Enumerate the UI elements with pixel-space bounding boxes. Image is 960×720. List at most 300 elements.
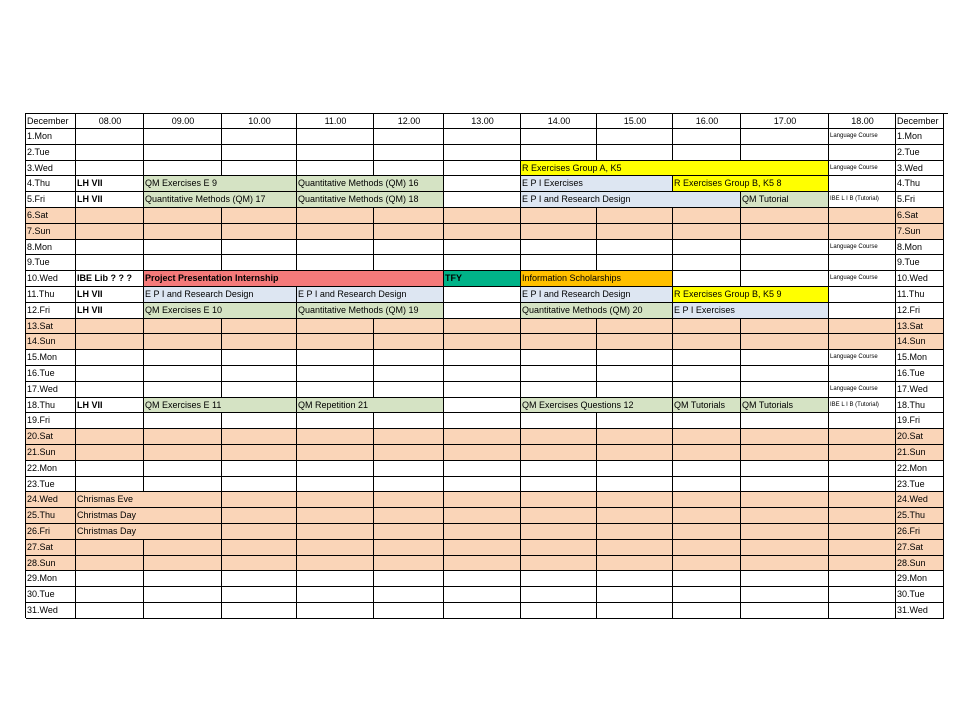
grid-cell xyxy=(597,556,673,572)
grid-cell xyxy=(521,366,597,382)
grid-cell xyxy=(673,429,741,445)
day-label-right: 20.Sat xyxy=(896,429,944,445)
grid-cell xyxy=(741,587,829,603)
grid-cell xyxy=(521,350,597,366)
grid-cell xyxy=(374,224,444,240)
grid-cell xyxy=(144,571,222,587)
event-block: E P I and Research Design xyxy=(520,191,741,208)
day-label-right: 29.Mon xyxy=(896,571,944,587)
grid-cell xyxy=(144,319,222,335)
event-block: Language Course xyxy=(828,349,896,366)
grid-cell xyxy=(144,255,222,271)
grid-cell xyxy=(444,240,521,256)
grid-cell xyxy=(222,145,297,161)
grid-cell xyxy=(444,571,521,587)
day-label-left: 19.Fri xyxy=(26,413,76,429)
grid-cell xyxy=(374,129,444,145)
grid-cell xyxy=(374,461,444,477)
grid-cell xyxy=(597,224,673,240)
day-label-left: 27.Sat xyxy=(26,540,76,556)
grid-cell xyxy=(597,413,673,429)
day-label-left: 8.Mon xyxy=(26,240,76,256)
grid-cell xyxy=(297,382,374,398)
grid-cell xyxy=(741,271,829,287)
grid-cell xyxy=(374,429,444,445)
day-label-left: 13.Sat xyxy=(26,319,76,335)
day-label-left: 9.Tue xyxy=(26,255,76,271)
grid-cell xyxy=(673,413,741,429)
grid-cell xyxy=(444,303,521,319)
day-label-left: 2.Tue xyxy=(26,145,76,161)
grid-cell xyxy=(144,224,222,240)
event-block: Christmas Day xyxy=(75,507,222,524)
grid-cell xyxy=(76,587,144,603)
grid-cell xyxy=(76,571,144,587)
grid-cell xyxy=(76,461,144,477)
day-label-left: 29.Mon xyxy=(26,571,76,587)
grid-cell xyxy=(673,461,741,477)
grid-cell xyxy=(374,255,444,271)
grid-cell xyxy=(374,540,444,556)
grid-cell xyxy=(741,556,829,572)
grid-cell xyxy=(222,524,297,540)
grid-cell xyxy=(597,603,673,619)
grid-cell xyxy=(297,587,374,603)
grid-cell xyxy=(444,603,521,619)
header-time-13-00: 13.00 xyxy=(444,114,521,129)
grid-cell xyxy=(222,445,297,461)
grid-cell xyxy=(374,413,444,429)
calendar-sheet xyxy=(25,113,948,618)
grid-cell xyxy=(144,445,222,461)
grid-cell xyxy=(76,382,144,398)
grid-cell xyxy=(829,556,896,572)
event-block: Quantitative Methods (QM) 18 xyxy=(296,191,444,208)
day-label-left: 5.Fri xyxy=(26,192,76,208)
grid-cell xyxy=(144,366,222,382)
grid-cell xyxy=(521,603,597,619)
grid-cell xyxy=(297,413,374,429)
grid-cell xyxy=(741,350,829,366)
grid-cell xyxy=(297,224,374,240)
header-left-label: December xyxy=(26,114,76,129)
grid-cell xyxy=(297,524,374,540)
grid-cell xyxy=(444,477,521,493)
day-label-left: 25.Thu xyxy=(26,508,76,524)
grid-cell xyxy=(673,571,741,587)
grid-cell xyxy=(597,319,673,335)
grid-cell xyxy=(597,366,673,382)
grid-cell xyxy=(222,603,297,619)
grid-cell xyxy=(374,477,444,493)
grid-cell xyxy=(444,587,521,603)
grid-cell xyxy=(222,492,297,508)
grid-cell xyxy=(829,366,896,382)
event-block: E P I Exercises xyxy=(672,302,829,319)
grid-cell xyxy=(374,145,444,161)
grid-cell xyxy=(297,492,374,508)
event-block: LH VII xyxy=(75,286,144,303)
event-block: Language Course xyxy=(828,239,896,256)
header-time-15-00: 15.00 xyxy=(597,114,673,129)
grid-cell xyxy=(741,145,829,161)
grid-cell xyxy=(521,492,597,508)
grid-cell xyxy=(597,508,673,524)
day-label-right: 25.Thu xyxy=(896,508,944,524)
event-block: IBE L I B (Tutorial) xyxy=(828,191,896,208)
grid-cell xyxy=(673,319,741,335)
day-label-left: 12.Fri xyxy=(26,303,76,319)
grid-cell xyxy=(144,240,222,256)
grid-cell xyxy=(222,413,297,429)
day-label-left: 3.Wed xyxy=(26,161,76,177)
header-time-08-00: 08.00 xyxy=(76,114,144,129)
grid-cell xyxy=(144,429,222,445)
grid-cell xyxy=(673,271,741,287)
grid-cell xyxy=(673,366,741,382)
day-label-right: 18.Thu xyxy=(896,398,944,414)
grid-cell xyxy=(521,240,597,256)
day-label-left: 18.Thu xyxy=(26,398,76,414)
event-block: E P I and Research Design xyxy=(520,286,673,303)
grid-cell xyxy=(76,224,144,240)
day-label-right: 5.Fri xyxy=(896,192,944,208)
grid-cell xyxy=(597,429,673,445)
grid-cell xyxy=(297,603,374,619)
event-block: R Exercises Group B, K5 9 xyxy=(672,286,829,303)
grid-cell xyxy=(297,556,374,572)
grid-cell xyxy=(297,334,374,350)
day-label-right: 26.Fri xyxy=(896,524,944,540)
grid-cell xyxy=(222,477,297,493)
header-time-09-00: 09.00 xyxy=(144,114,222,129)
grid-cell xyxy=(597,477,673,493)
event-block: Christmas Day xyxy=(75,523,222,540)
grid-cell xyxy=(297,429,374,445)
grid-cell xyxy=(374,524,444,540)
grid-cell xyxy=(297,445,374,461)
day-label-left: 1.Mon xyxy=(26,129,76,145)
grid-cell xyxy=(297,208,374,224)
day-label-left: 6.Sat xyxy=(26,208,76,224)
day-label-right: 7.Sun xyxy=(896,224,944,240)
grid-cell xyxy=(444,192,521,208)
grid-cell xyxy=(222,366,297,382)
grid-cell xyxy=(829,524,896,540)
grid-cell xyxy=(597,587,673,603)
grid-cell xyxy=(144,129,222,145)
day-label-left: 11.Thu xyxy=(26,287,76,303)
grid-cell xyxy=(76,603,144,619)
grid-cell xyxy=(374,492,444,508)
grid-cell xyxy=(444,429,521,445)
grid-cell xyxy=(222,350,297,366)
grid-cell xyxy=(521,445,597,461)
grid-cell xyxy=(521,524,597,540)
header-time-10-00: 10.00 xyxy=(222,114,297,129)
grid-cell xyxy=(673,255,741,271)
grid-cell xyxy=(444,556,521,572)
grid-cell xyxy=(829,287,896,303)
event-block: R Exercises Group A, K5 xyxy=(520,160,829,177)
grid-cell xyxy=(76,477,144,493)
grid-cell xyxy=(222,240,297,256)
grid-cell xyxy=(829,413,896,429)
grid-cell xyxy=(297,477,374,493)
grid-cell xyxy=(76,145,144,161)
grid-cell xyxy=(829,176,896,192)
grid-cell xyxy=(76,319,144,335)
day-label-left: 31.Wed xyxy=(26,603,76,619)
grid-cell xyxy=(444,255,521,271)
grid-cell xyxy=(521,319,597,335)
grid-cell xyxy=(144,413,222,429)
grid-cell xyxy=(597,334,673,350)
grid-cell xyxy=(597,208,673,224)
grid-cell xyxy=(829,540,896,556)
header-time-12-00: 12.00 xyxy=(374,114,444,129)
grid-cell xyxy=(521,208,597,224)
grid-cell xyxy=(374,445,444,461)
grid-cell xyxy=(374,208,444,224)
grid-cell xyxy=(829,445,896,461)
grid-cell xyxy=(144,556,222,572)
day-label-right: 15.Mon xyxy=(896,350,944,366)
header-time-11-00: 11.00 xyxy=(297,114,374,129)
day-label-left: 28.Sun xyxy=(26,556,76,572)
event-block: Language Course xyxy=(828,381,896,398)
grid-cell xyxy=(673,540,741,556)
header-time-16-00: 16.00 xyxy=(673,114,741,129)
event-block: Quantitative Methods (QM) 16 xyxy=(296,175,444,192)
grid-cell xyxy=(297,350,374,366)
grid-cell xyxy=(673,240,741,256)
day-label-right: 19.Fri xyxy=(896,413,944,429)
event-block: E P I Exercises xyxy=(520,175,673,192)
grid-cell xyxy=(829,303,896,319)
day-label-left: 10.Wed xyxy=(26,271,76,287)
grid-cell xyxy=(673,587,741,603)
grid-cell xyxy=(144,350,222,366)
grid-cell xyxy=(741,571,829,587)
event-block: Chrismas Eve xyxy=(75,491,222,508)
grid-cell xyxy=(829,603,896,619)
grid-cell xyxy=(374,603,444,619)
grid-cell xyxy=(444,508,521,524)
event-block: QM Exercises E 10 xyxy=(143,302,297,319)
day-label-right: 22.Mon xyxy=(896,461,944,477)
grid-cell xyxy=(444,319,521,335)
day-label-right: 2.Tue xyxy=(896,145,944,161)
grid-cell xyxy=(673,208,741,224)
event-block: R Exercises Group B, K5 8 xyxy=(672,175,829,192)
grid-cell xyxy=(444,145,521,161)
day-label-left: 26.Fri xyxy=(26,524,76,540)
grid-cell xyxy=(374,161,444,177)
grid-cell xyxy=(444,161,521,177)
grid-cell xyxy=(521,224,597,240)
grid-cell xyxy=(444,492,521,508)
grid-cell xyxy=(374,350,444,366)
grid-cell xyxy=(374,508,444,524)
grid-cell xyxy=(444,129,521,145)
grid-cell xyxy=(741,240,829,256)
grid-cell xyxy=(222,224,297,240)
grid-cell xyxy=(521,477,597,493)
grid-cell xyxy=(829,224,896,240)
event-block: IBE L I B (Tutorial) xyxy=(828,397,896,414)
grid-cell xyxy=(76,208,144,224)
day-label-right: 4.Thu xyxy=(896,176,944,192)
event-block: QM Exercises E 11 xyxy=(143,397,297,414)
grid-cell xyxy=(76,129,144,145)
grid-cell xyxy=(222,255,297,271)
event-block: E P I and Research Design xyxy=(143,286,297,303)
grid-cell xyxy=(76,366,144,382)
grid-cell xyxy=(144,477,222,493)
grid-cell xyxy=(76,429,144,445)
header-right-label: December xyxy=(896,114,944,129)
grid-cell xyxy=(741,445,829,461)
grid-cell xyxy=(597,571,673,587)
grid-cell xyxy=(829,145,896,161)
grid-cell xyxy=(597,350,673,366)
event-block: Quantitative Methods (QM) 17 xyxy=(143,191,297,208)
event-block: QM Tutorials xyxy=(672,397,741,414)
grid-cell xyxy=(829,477,896,493)
grid-cell xyxy=(76,556,144,572)
grid-cell xyxy=(297,461,374,477)
day-label-right: 16.Tue xyxy=(896,366,944,382)
grid-cell xyxy=(521,429,597,445)
grid-cell xyxy=(222,540,297,556)
grid-cell xyxy=(741,603,829,619)
day-label-right: 13.Sat xyxy=(896,319,944,335)
grid-cell xyxy=(222,334,297,350)
event-block: QM Exercises E 9 xyxy=(143,175,297,192)
grid-cell xyxy=(741,129,829,145)
grid-cell xyxy=(297,145,374,161)
grid-cell xyxy=(444,524,521,540)
grid-cell xyxy=(76,334,144,350)
grid-cell xyxy=(597,445,673,461)
day-label-left: 20.Sat xyxy=(26,429,76,445)
header-time-17-00: 17.00 xyxy=(741,114,829,129)
grid-cell xyxy=(521,540,597,556)
grid-cell xyxy=(597,255,673,271)
grid-cell xyxy=(741,413,829,429)
grid-cell xyxy=(673,477,741,493)
day-label-right: 12.Fri xyxy=(896,303,944,319)
grid-cell xyxy=(444,208,521,224)
grid-cell xyxy=(673,382,741,398)
day-label-right: 14.Sun xyxy=(896,334,944,350)
grid-cell xyxy=(222,429,297,445)
grid-cell xyxy=(597,382,673,398)
event-block: Language Course xyxy=(828,160,896,177)
day-label-left: 7.Sun xyxy=(26,224,76,240)
grid-cell xyxy=(521,461,597,477)
grid-cell xyxy=(144,145,222,161)
header-time-14-00: 14.00 xyxy=(521,114,597,129)
day-label-right: 11.Thu xyxy=(896,287,944,303)
day-label-right: 8.Mon xyxy=(896,240,944,256)
day-label-right: 3.Wed xyxy=(896,161,944,177)
grid-cell xyxy=(144,603,222,619)
grid-cell xyxy=(741,366,829,382)
grid-cell xyxy=(374,571,444,587)
day-label-right: 1.Mon xyxy=(896,129,944,145)
grid-cell xyxy=(444,224,521,240)
grid-cell xyxy=(444,445,521,461)
grid-cell xyxy=(521,129,597,145)
grid-cell xyxy=(76,350,144,366)
grid-cell xyxy=(741,524,829,540)
grid-cell xyxy=(374,382,444,398)
grid-cell xyxy=(741,461,829,477)
day-label-right: 31.Wed xyxy=(896,603,944,619)
grid-cell xyxy=(444,398,521,414)
event-block: Language Course xyxy=(828,270,896,287)
grid-cell xyxy=(297,240,374,256)
event-block: Project Presentation Internship xyxy=(143,270,444,287)
grid-cell xyxy=(673,524,741,540)
event-block: QM Exercises Questions 12 xyxy=(520,397,673,414)
grid-cell xyxy=(444,413,521,429)
day-label-right: 30.Tue xyxy=(896,587,944,603)
grid-cell xyxy=(297,161,374,177)
event-block: LH VII xyxy=(75,175,144,192)
grid-cell xyxy=(222,508,297,524)
calendar-grid xyxy=(25,113,948,618)
day-label-left: 24.Wed xyxy=(26,492,76,508)
grid-cell xyxy=(374,319,444,335)
grid-cell xyxy=(76,540,144,556)
grid-cell xyxy=(673,350,741,366)
day-label-left: 16.Tue xyxy=(26,366,76,382)
grid-cell xyxy=(741,334,829,350)
grid-cell xyxy=(521,571,597,587)
day-label-left: 15.Mon xyxy=(26,350,76,366)
day-label-right: 28.Sun xyxy=(896,556,944,572)
grid-cell xyxy=(297,571,374,587)
grid-cell xyxy=(521,413,597,429)
grid-cell xyxy=(741,492,829,508)
event-block: LH VII xyxy=(75,397,144,414)
event-block: Language Course xyxy=(828,128,896,145)
grid-cell xyxy=(673,556,741,572)
day-label-left: 14.Sun xyxy=(26,334,76,350)
day-label-right: 17.Wed xyxy=(896,382,944,398)
event-block: QM Repetition 21 xyxy=(296,397,444,414)
grid-cell xyxy=(444,366,521,382)
day-label-right: 24.Wed xyxy=(896,492,944,508)
grid-cell xyxy=(444,540,521,556)
grid-cell xyxy=(829,492,896,508)
grid-cell xyxy=(597,461,673,477)
grid-cell xyxy=(741,208,829,224)
grid-cell xyxy=(144,161,222,177)
grid-cell xyxy=(374,556,444,572)
grid-cell xyxy=(374,240,444,256)
grid-cell xyxy=(597,240,673,256)
grid-cell xyxy=(76,161,144,177)
grid-cell xyxy=(76,240,144,256)
grid-cell xyxy=(222,161,297,177)
event-block: QM Tutorials xyxy=(740,397,829,414)
grid-cell xyxy=(741,429,829,445)
grid-cell xyxy=(741,540,829,556)
